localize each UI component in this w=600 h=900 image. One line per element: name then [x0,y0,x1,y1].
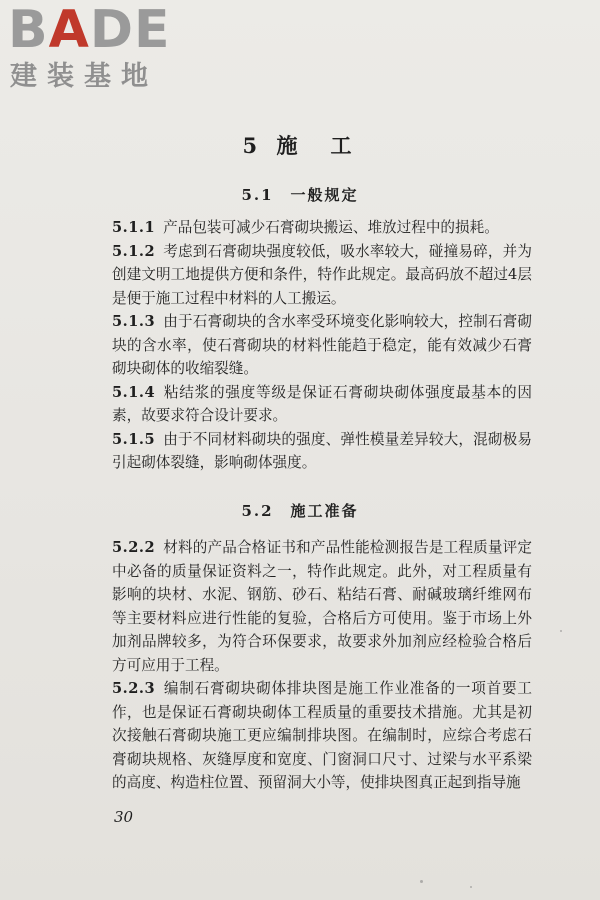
clause-5-1-5 [112,428,532,475]
clause-text: 编制石膏砌块砌体排块图是施工作业准备的一项首要工作，也是保证石膏砌块砌体工程质量的重要技术措施。尤其是初次接触石膏砌块施工更应编制排块图。在编制时，应综合考虑石膏砌块规格、灰缝厚度和宽度、门窗洞口尺寸、过梁与水平系梁的高度、构造柱位置、预留洞大小等，使排块图真正起到指导施 [112,680,532,791]
clause-text: 考虑到石膏砌块强度较低，吸水率较大，碰撞易碎，并为创建文明工地提供方便和条件，特作此规定。最高码放不超过4层是便于施工过程中材料的人工搬运。 [112,242,532,307]
logo-wordmark [8,0,171,60]
section-heading-5-1: 5.1 一般规定 [241,186,359,204]
page-number: 30 [114,808,134,826]
chapter-title [0,132,600,160]
logo-letter-b: B [8,0,49,60]
watermark-logo [8,0,183,104]
clause-number: 5.1.4 [112,383,156,401]
clause-text: 粘结浆的强度等级是保证石膏砌块砌体强度最基本的因素，故要求符合设计要求。 [112,383,532,424]
clause-text: 由于石膏砌块的含水率受环境变化影响较大，控制石膏砌块的含水率，使石膏砌块的材料性能趋于稳定，能有效减少石膏砌块砌体的收缩裂缝。 [112,313,532,377]
scan-speck [560,630,562,632]
clause-number: 5.1.3 [112,313,156,330]
section-5-2-body [112,536,532,795]
logo-letters-de: DE [89,0,171,60]
section-heading-5-2: 5.2 施工准备 [241,502,359,520]
scan-speck [470,886,472,888]
clause-number: 5.1.1 [112,219,156,236]
clause-number: 5.2.3 [112,680,156,697]
clause-5-2-3 [112,677,532,795]
clause-5-2-2 [112,536,532,677]
clause-number: 5.2.2 [112,539,156,556]
clause-text: 材料的产品合格证书和产品性能检测报告是工程质量评定中必备的质量保证资料之一，特作此规定。此外，对工程质量有影响的块材、水泥、钢筋、砂石、粘结石膏、耐碱玻璃纤维网布等主要材料应进行性能的复验，合格后方可使用。鉴于市场上外加剂品牌较多，为符合环保要求，故要求外加剂应经检验合格后方可应用于工程。 [112,539,532,674]
clause-5-1-2 [112,240,532,311]
chapter-name: 施 工 [276,133,358,158]
clause-number: 5.1.2 [112,242,156,260]
clause-5-1-3 [112,310,532,381]
clause-text: 产品包装可减少石膏砌块搬运、堆放过程中的损耗。 [163,219,499,236]
chapter-number: 5 [242,133,264,158]
clause-5-1-1 [112,216,532,240]
section-5-1-body [112,216,532,475]
clause-number: 5.1.5 [112,430,156,448]
logo-letter-a: A [48,0,90,60]
scan-speck [420,880,423,883]
logo-subtitle: 建装基地 [10,61,158,92]
clause-5-1-4 [112,381,532,428]
clause-text: 由于不同材料砌块的强度、弹性模量差异较大，混砌极易引起砌体裂缝，影响砌体强度。 [112,430,532,471]
